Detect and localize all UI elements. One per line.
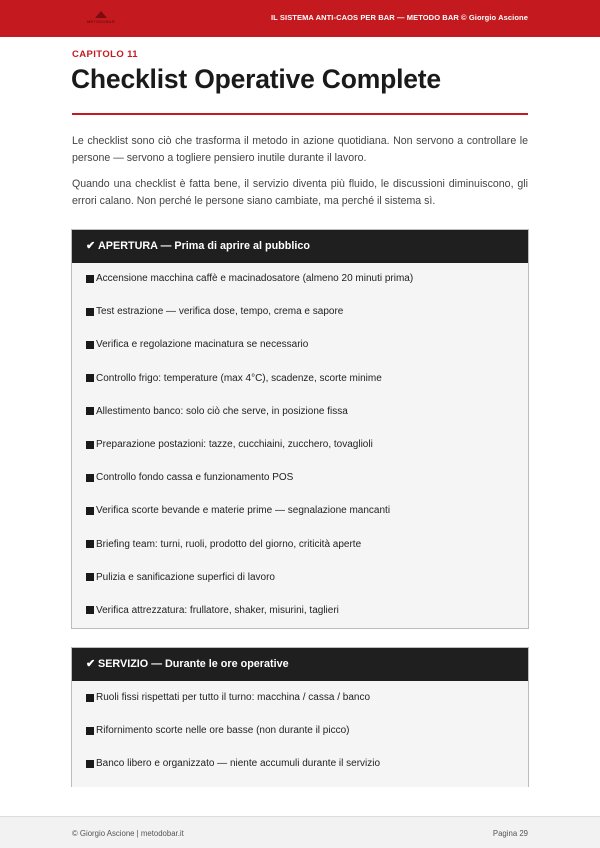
checklist-item-text: Pulizia e sanificazione superfici di lavoro [96, 571, 275, 583]
logo-mark-icon [95, 11, 107, 18]
checklist-item [86, 395, 528, 428]
checkmark-icon: ✔ [86, 240, 96, 252]
checkbox-square-icon [86, 540, 94, 548]
checkbox-square-icon [86, 275, 94, 283]
checklist-item [86, 561, 528, 594]
checkbox-square-icon [86, 407, 94, 415]
checklist-item-text: Verifica scorte bevande e materie prime — segnalazione mancanti [96, 505, 391, 517]
checklist-item [86, 428, 528, 461]
checklist-item-text: Verifica attrezzatura: frullatore, shaker, misurini, taglieri [96, 604, 339, 616]
checklist-title: APERTURA — Prima di aprire al pubblico [98, 240, 310, 252]
checklist-item-text: Ruoli fissi rispettati per tutto il turno: macchina / cassa / banco [96, 692, 371, 704]
checkbox-square-icon [86, 441, 94, 449]
checklist-header [72, 648, 528, 681]
checklist-item [86, 362, 528, 395]
page-footer [0, 816, 600, 848]
checklist-item [86, 528, 528, 561]
page-header-bar [0, 0, 600, 37]
checklist-item-text: Controllo frigo: temperature (max 4°C), scadenze, scorte minime [96, 372, 382, 384]
checklist-item [86, 747, 528, 780]
checkbox-square-icon [86, 341, 94, 349]
checkbox-square-icon [86, 507, 94, 515]
checkbox-square-icon [86, 573, 94, 581]
checklist-item-text: Rifornimento scorte nelle ore basse (non durante il picco) [96, 725, 350, 737]
checklist-item [86, 461, 528, 494]
checklist-item-text: Preparazione postazioni: tazze, cucchiaini, zucchero, tovaglioli [96, 439, 373, 451]
brand-logo [86, 8, 116, 28]
checklist-item [86, 594, 528, 627]
checkbox-square-icon [86, 694, 94, 702]
chapter-label: CAPITOLO 11 [72, 49, 138, 60]
checklist-servizio [71, 647, 529, 787]
title-divider [72, 113, 528, 115]
checkbox-square-icon [86, 760, 94, 768]
checklist-item [86, 714, 528, 747]
checklist-items [72, 681, 528, 781]
checkbox-square-icon [86, 308, 94, 316]
checklist-item-text: Test estrazione — verifica dose, tempo, crema e sapore [96, 306, 344, 318]
running-title: IL SISTEMA ANTI-CAOS PER BAR — METODO BAR © Giorgio Ascione [271, 13, 528, 22]
checklist-item-text: Verifica e regolazione macinatura se necessario [96, 339, 309, 351]
checkbox-square-icon [86, 606, 94, 614]
checklist-apertura [71, 229, 529, 629]
checklist-item-text: Accensione macchina caffè e macinadosatore (almeno 20 minuti prima) [96, 273, 414, 285]
checklist-item-text: Briefing team: turni, ruoli, prodotto del giorno, criticità aperte [96, 538, 362, 550]
chapter-title: Checklist Operative Complete [71, 64, 441, 94]
checkbox-square-icon [86, 374, 94, 382]
checklist-item [86, 262, 528, 295]
checklist-item [86, 494, 528, 527]
checklist-item-text: Banco libero e organizzato — niente accumuli durante il servizio [96, 758, 381, 770]
checklist-item-text: Controllo fondo cassa e funzionamento POS [96, 472, 294, 484]
checklist-items [72, 262, 528, 627]
footer-copyright: © Giorgio Ascione | metodobar.it [72, 829, 184, 838]
intro-paragraph-1: Le checklist sono ciò che trasforma il metodo in azione quotidiana. Non servono a controllare le persone — servono a togliere pensiero inutile durante il lavoro. [72, 135, 528, 164]
checklist-title: SERVIZIO — Durante le ore operative [98, 658, 289, 670]
intro-paragraph-2: Quando una checklist è fatta bene, il servizio diventa più fluido, le discussioni diminuiscono, gli errori calano. Non perché le persone siano cambiate, ma perché il sistema sì. [72, 178, 528, 207]
checklist-item [86, 328, 528, 361]
checkbox-square-icon [86, 474, 94, 482]
logo-text: METODOBAR [87, 19, 115, 24]
checklist-header [72, 230, 528, 263]
checklist-item-text: Allestimento banco: solo ciò che serve, in posizione fissa [96, 405, 348, 417]
page-number: Pagina 29 [492, 829, 528, 838]
checkbox-square-icon [86, 727, 94, 735]
checklist-item [86, 681, 528, 714]
checkmark-icon: ✔ [86, 658, 96, 670]
checklist-item [86, 295, 528, 328]
